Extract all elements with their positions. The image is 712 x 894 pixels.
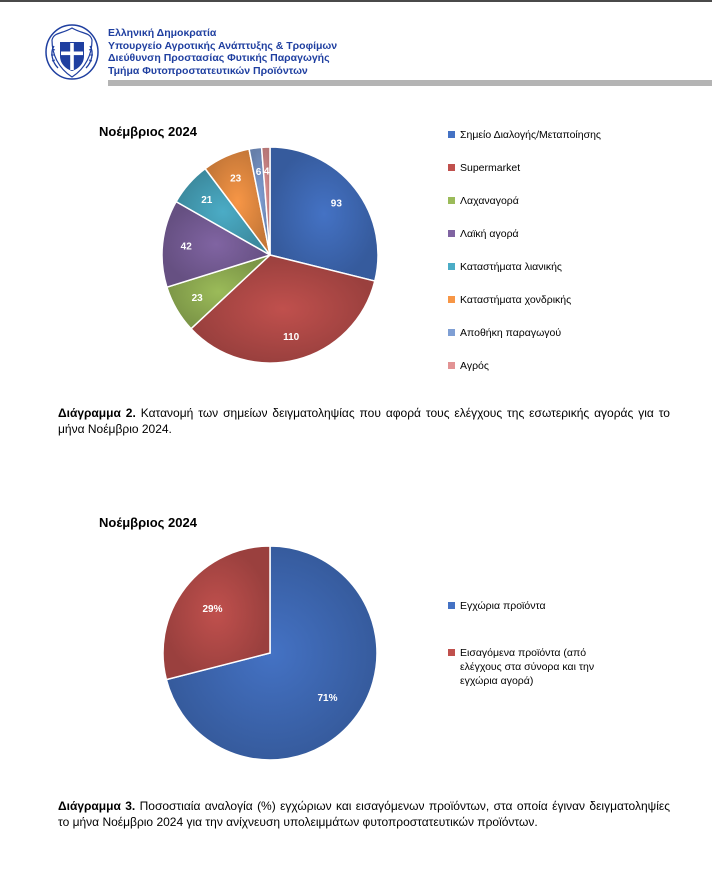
top-border-line xyxy=(0,0,712,2)
caption-diagram-2-text: Κατανομή των σημείων δειγματοληψίας που αφορά τους ελέγχους της εσωτερικής αγοράς για το μήνα Νοέμβριο 2024. xyxy=(58,406,670,436)
chart2-legend-item-1 xyxy=(448,599,628,613)
chart1-legend-item-3 xyxy=(448,194,638,208)
caption-diagram-2-label: Διάγραμμα 2. xyxy=(58,406,136,420)
pie1-data-label-7: 6 xyxy=(255,167,262,179)
chart2-pie xyxy=(150,533,390,773)
chart2-title: Νοέμβριος 2024 xyxy=(99,515,197,530)
pie1-data-label-5: 21 xyxy=(201,194,213,206)
header-line-directorate: Διεύθυνση Προστασίας Φυτικής Παραγωγής xyxy=(108,52,330,64)
header-divider-bar xyxy=(108,80,712,86)
legend-label: Εγχώρια προϊόντα xyxy=(460,600,546,612)
chart1-legend xyxy=(448,128,638,392)
chart1-legend-item-8 xyxy=(448,359,638,373)
legend-swatch xyxy=(448,602,455,609)
pie1-data-label-8: 4 xyxy=(263,166,270,178)
header-line-department: Τμήμα Φυτοπροστατευτικών Προϊόντων xyxy=(108,64,308,77)
pie2-data-label-2: 29% xyxy=(202,603,223,615)
legend-label: Καταστήματα χονδρικής xyxy=(460,294,572,306)
caption-diagram-3-text: Ποσοστιαία αναλογία (%) εγχώριων και εισαγόμενων προϊόντων, στα οποία έγιναν δειγματοληψίες το μήνα Νοέμβριο 2024 για την ανίχνευση υπολειμμάτων φυτοπροστατευτικών προϊόντων. xyxy=(58,799,670,829)
caption-diagram-3-label: Διάγραμμα 3. xyxy=(58,799,136,813)
chart1-legend-item-4 xyxy=(448,227,638,241)
caption-diagram-2 xyxy=(58,405,670,437)
legend-swatch xyxy=(448,164,455,171)
document-header xyxy=(44,24,684,86)
chart1-legend-item-1 xyxy=(448,128,638,142)
legend-label: Εισαγόμενα προϊόντα (από ελέγχους στα σύνορα και την εγχώρια αγορά) xyxy=(460,647,595,687)
legend-label: Καταστήματα λιανικής xyxy=(460,261,562,273)
legend-swatch xyxy=(448,230,455,237)
legend-swatch xyxy=(448,329,455,336)
legend-label: Λαϊκή αγορά xyxy=(460,228,519,240)
legend-swatch xyxy=(448,362,455,369)
chart2-legend xyxy=(448,599,628,721)
legend-label: Σημείο Διαλογής/Μεταποίησης xyxy=(460,129,601,141)
chart1-pie xyxy=(150,135,390,375)
chart2-legend-item-2 xyxy=(448,646,628,688)
pie1-data-label-6: 23 xyxy=(230,173,242,185)
header-line-ministry: Υπουργείο Αγροτικής Ανάπτυξης & Τροφίμων xyxy=(108,39,338,52)
pie1-data-label-3: 23 xyxy=(191,292,203,304)
chart1-legend-item-6 xyxy=(448,293,638,307)
greek-coat-of-arms-icon xyxy=(44,24,100,80)
chart1-legend-item-2 xyxy=(448,161,638,175)
header-text-block xyxy=(108,27,337,77)
pie1-data-label-4: 42 xyxy=(180,241,192,253)
chart1-legend-item-7 xyxy=(448,326,638,340)
legend-swatch xyxy=(448,649,455,656)
legend-swatch xyxy=(448,263,455,270)
pie2-data-label-1: 71% xyxy=(317,693,338,705)
legend-label: Supermarket xyxy=(460,162,521,174)
chart1-legend-item-5 xyxy=(448,260,638,274)
caption-diagram-3 xyxy=(58,798,670,830)
pie1-data-label-1: 93 xyxy=(330,198,342,210)
pie1-data-label-2: 110 xyxy=(283,332,300,344)
legend-swatch xyxy=(448,131,455,138)
legend-label: Λαχαναγορά xyxy=(460,195,519,207)
chart1-title: Νοέμβριος 2024 xyxy=(99,124,197,139)
legend-swatch xyxy=(448,296,455,303)
legend-label: Αγρός xyxy=(460,360,489,372)
legend-swatch xyxy=(448,197,455,204)
header-line-republic: Ελληνική Δημοκρατία xyxy=(108,27,217,39)
legend-label: Αποθήκη παραγωγού xyxy=(460,327,562,339)
